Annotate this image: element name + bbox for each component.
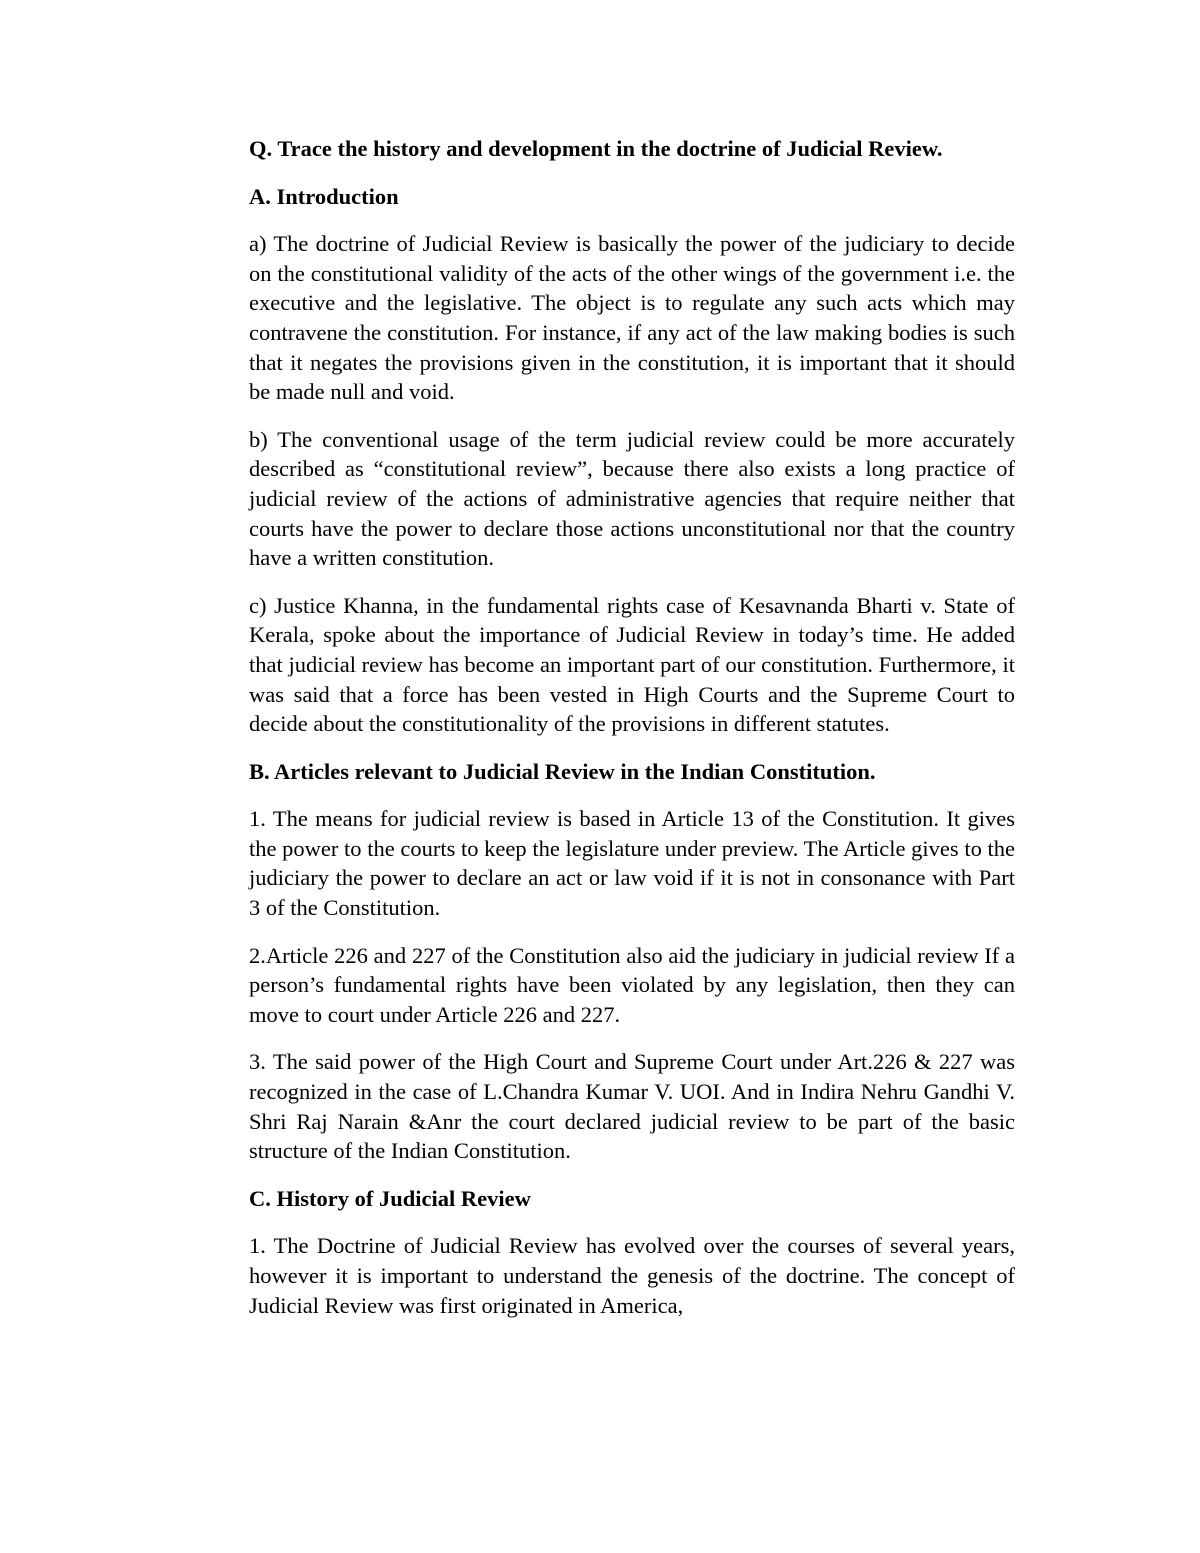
paragraph-intro-c: c) Justice Khanna, in the fundamental rights case of Kesavnanda Bharti v. State of Kerala, spoke about the importance of Judicial Review in today’s time. He added that judicial review has become an important part of our constitution. Furthermore, it was said that a force has been vested in High Courts and the Supreme Court to decide about the constitutionality of the provisions in different statutes. [249, 592, 1015, 737]
paragraph-intro-b: b) The conventional usage of the term judicial review could be more accurately described as “constitutional review”, because there also exists a long practice of judicial review of the actions of administrative agencies that require neither that courts have the power to declare those actions unconstitutional nor that the country have a written constitution. [249, 426, 1015, 571]
paragraph-articles-3: 3. The said power of the High Court and Supreme Court under Art.226 & 227 was recognized in the case of L.Chandra Kumar V. UOI. And in Indira Nehru Gandhi V. Shri Raj Narain &Anr the court declared judicial review to be part of the basic structure of the Indian Constitution. [249, 1049, 1015, 1164]
section-heading-history: C. History of Judicial Review [249, 1185, 531, 1211]
paragraph-intro-a: a) The doctrine of Judicial Review is basically the power of the judiciary to decide on the constitutional validity of the acts of the other wings of the government i.e. the executive and the legislative. The object is to regulate any such acts which may contravene the constitution. For instance, if any act of the law making bodies is such that it negates the provisions given in the constitution, it is important that it should be made null and void. [249, 231, 1015, 405]
paragraph-history-1: 1. The Doctrine of Judicial Review has evolved over the courses of several years, however it is important to understand the genesis of the doctrine. The concept of Judicial Review was first originated in America, [249, 1233, 1015, 1318]
section-heading-articles: B. Articles relevant to Judicial Review in the Indian Constitution. [249, 758, 876, 784]
document-page [249, 134, 1015, 1338]
paragraph-articles-2: 2.Article 226 and 227 of the Constitution also aid the judiciary in judicial review If a person’s fundamental rights have been violated by any legislation, then they can move to court under Article 226 and 227. [249, 942, 1015, 1027]
section-heading-introduction: A. Introduction [249, 183, 399, 209]
question-title: Q. Trace the history and development in the doctrine of Judicial Review. [249, 136, 943, 161]
paragraph-articles-1: 1. The means for judicial review is based in Article 13 of the Constitution. It gives the power to the courts to keep the legislature under preview. The Article gives to the judiciary the power to declare an act or law void if it is not in consonance with Part 3 of the Constitution. [249, 806, 1015, 921]
